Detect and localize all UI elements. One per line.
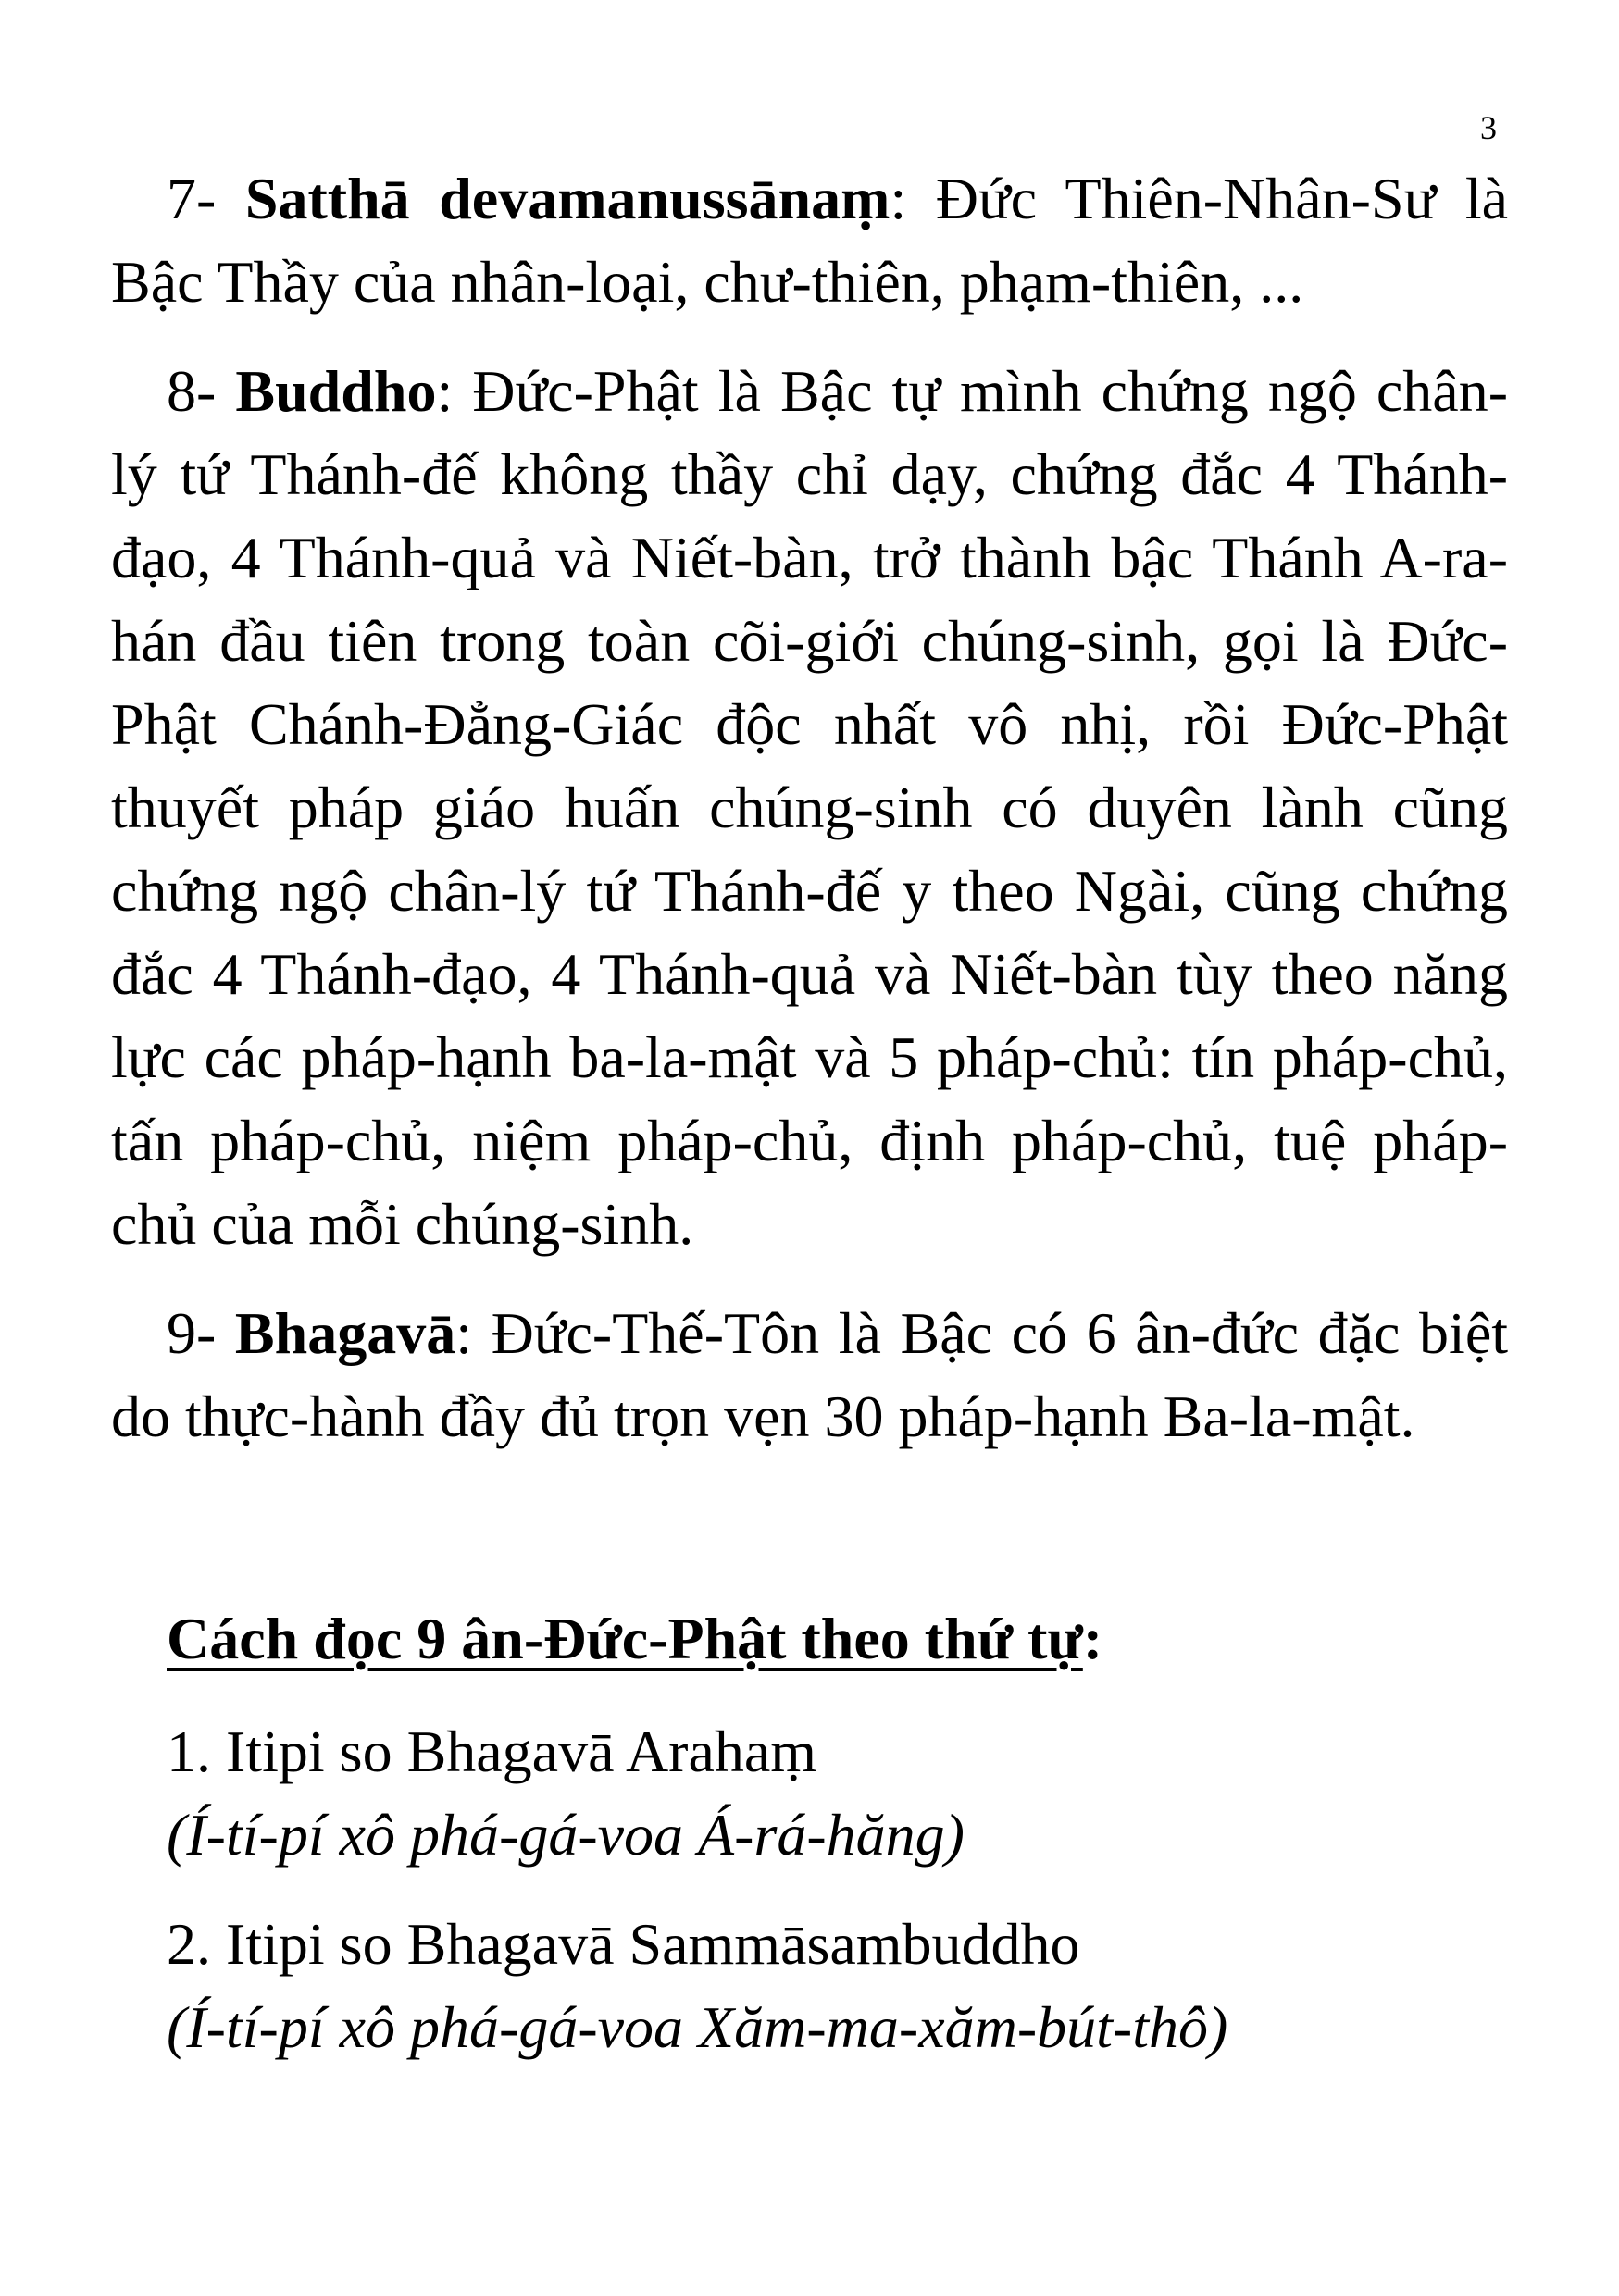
chant-item [167, 1710, 1508, 1877]
page-number: 3 [1480, 109, 1497, 146]
pali-term: Buddho [235, 358, 437, 424]
paragraph-text: : Đức-Thế-Tôn là Bậc có 6 ân-đức đặc biệt do thực-hành đầy đủ trọn vẹn 30 pháp-hạnh Ba-la-mật. [111, 1300, 1509, 1449]
paragraph-satthadevamanussanam [111, 157, 1508, 324]
chant-item [167, 1903, 1508, 2069]
paragraph-number: 7- [167, 166, 245, 231]
paragraph-number: 9- [167, 1300, 235, 1366]
chant-pronunciation: (Í-tí-pí xô phá-gá-voa Á-rá-hăng) [167, 1802, 965, 1868]
pali-term: Satthā devamanussānaṃ [244, 166, 890, 231]
pali-term: Bhagavā [234, 1300, 456, 1366]
chant-pali-line: 2. Itipi so Bhagavā Sammāsambuddho [167, 1911, 1080, 1977]
paragraph-bhagava [111, 1292, 1508, 1458]
section-heading-suffix: : [1082, 1606, 1103, 1671]
chant-pali-line: 1. Itipi so Bhagavā Arahaṃ [167, 1719, 817, 1784]
paragraph-text: : Đức Thiên-Nhân-Sư là Bậc Thầy của nhân-loại, chư-thiên, phạm-thiên, ... [111, 166, 1509, 315]
page-content [111, 157, 1508, 2095]
paragraph-number: 8- [167, 358, 236, 424]
section-heading [167, 1597, 1508, 1681]
paragraph-text: : Đức-Phật là Bậc tự mình chứng ngộ chân-lý tứ Thánh-đế không thầy chỉ dạy, chứng đắc 4 Thánh-đạo, 4 Thánh-quả và Niết-bàn, trở thành bậc Thánh A-ra-hán đầu tiên trong toàn cõi-giới chúng-sinh, gọi là Đức-Phật Chánh-Đẳng-Giác độc nhất vô nhị, rồi Đức-Phật thuyết pháp giáo huấn chúng-sinh có duyên lành cũng chứng ngộ chân-lý tứ Thánh-đế y theo Ngài, cũng chứng đắc 4 Thánh-đạo, 4 Thánh-quả và Niết-bàn tùy theo năng lực các pháp-hạnh ba-la-mật và 5 pháp-chủ: tín pháp-chủ, tấn pháp-chủ, niệm pháp-chủ, định pháp-chủ, tuệ pháp-chủ của mỗi chúng-sinh. [111, 358, 1509, 1257]
chant-pronunciation: (Í-tí-pí xô phá-gá-voa Xăm-ma-xăm-bút-thô) [167, 1994, 1228, 2060]
section-heading-text: Cách đọc 9 ân-Đức-Phật theo thứ tự [167, 1606, 1083, 1671]
paragraph-buddho [111, 350, 1508, 1266]
